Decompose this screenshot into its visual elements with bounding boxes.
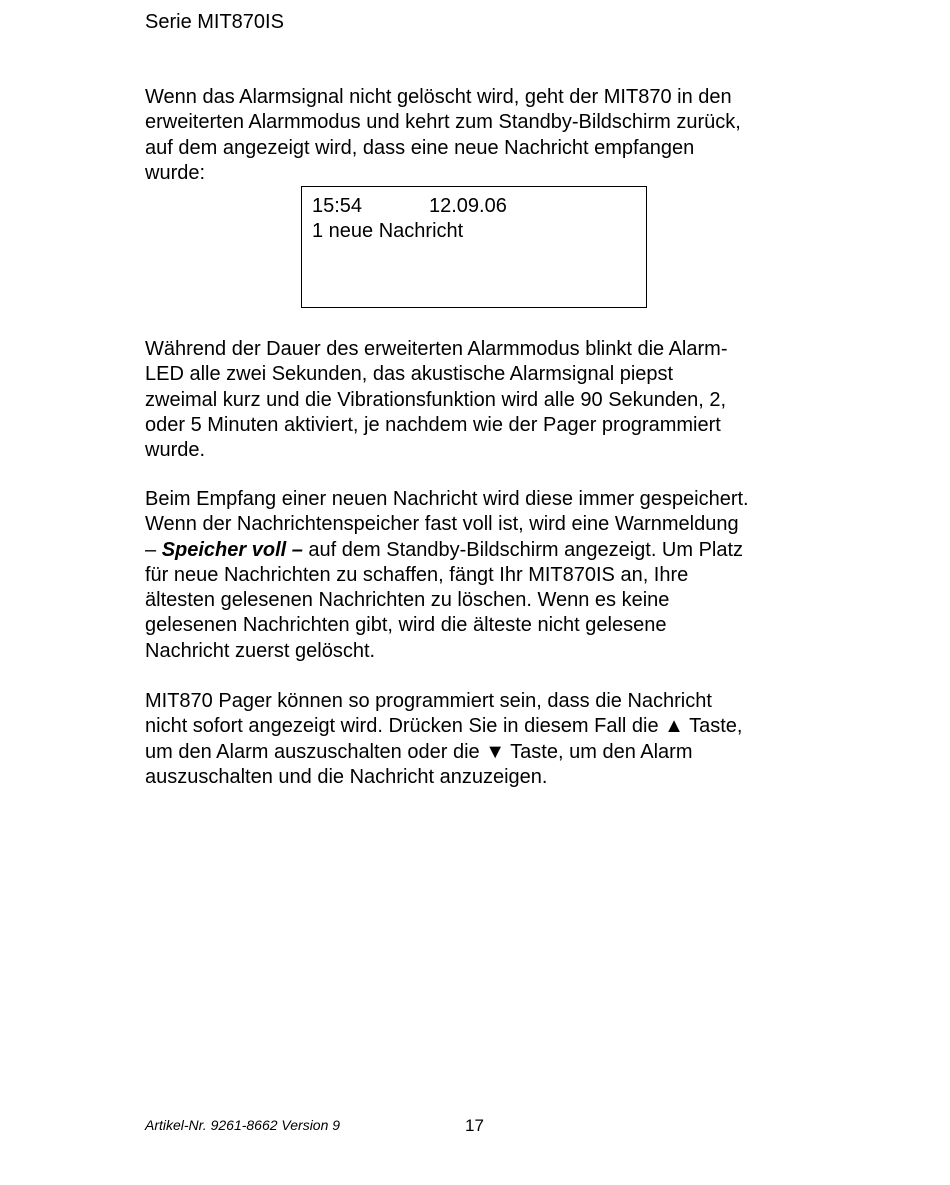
footer-page-number: 17: [465, 1116, 484, 1135]
dash-text: –: [145, 538, 162, 561]
text-line: auszuschalten und die Nachricht anzuzeigen.: [145, 765, 548, 788]
text-line: erweiterten Alarmmodus und kehrt zum Standby-Bildschirm zurück,: [145, 111, 741, 134]
text-line: Während der Dauer des erweiterten Alarmmodus blinkt die Alarm-: [145, 338, 728, 360]
text-segment: auf dem Standby-Bildschirm angezeigt. Um Platz: [302, 538, 744, 561]
text-line: [145, 538, 825, 563]
page-header-title: Serie MIT870IS: [145, 11, 284, 33]
text-line: Nachricht zuerst gelöscht.: [145, 639, 376, 662]
paragraph-extended-alarm: [145, 337, 825, 463]
text-line: gelesenen Nachrichten gibt, wird die älteste nicht gelesene: [145, 614, 667, 637]
paragraph-alarm-mode: [145, 85, 825, 186]
memory-full-warning-text: Speicher voll –: [161, 538, 303, 561]
footer-article-number: Artikel-Nr. 9261-8662 Version 9: [145, 1117, 341, 1133]
text-line: Beim Empfang einer neuen Nachricht wird diese immer gespeichert.: [145, 488, 749, 510]
text-line: um den Alarm auszuschalten oder die ▼ Taste, um den Alarm: [145, 740, 693, 763]
text-line: Wenn der Nachrichtenspeicher fast voll ist, wird eine Warnmeldung: [145, 513, 739, 536]
paragraph-memory-full: [145, 487, 825, 664]
text-line: für neue Nachrichten zu schaffen, fängt Ihr MIT870IS an, Ihre: [145, 563, 689, 586]
text-line: MIT870 Pager können so programmiert sein, dass die Nachricht: [145, 690, 712, 712]
text-line: Wenn das Alarmsignal nicht gelöscht wird, geht der MIT870 in den: [145, 86, 732, 108]
display-time: 15:54: [312, 195, 363, 217]
pager-display-screen: [301, 186, 647, 308]
text-line: LED alle zwei Sekunden, das akustische Alarmsignal piepst: [145, 363, 674, 386]
text-line: ältesten gelesenen Nachrichten zu löschen. Wenn es keine: [145, 589, 670, 612]
text-line: auf dem angezeigt wird, dass eine neue Nachricht empfangen: [145, 136, 695, 159]
text-line: oder 5 Minuten aktiviert, je nachdem wie der Pager programmiert: [145, 413, 721, 436]
display-date: 12.09.06: [429, 195, 507, 217]
paragraph-pager-buttons: [145, 689, 825, 790]
text-line: zweimal kurz und die Vibrationsfunktion wird alle 90 Sekunden, 2,: [145, 388, 727, 411]
text-line: nicht sofort angezeigt wird. Drücken Sie in diesem Fall die ▲ Taste,: [145, 715, 743, 738]
display-message: 1 neue Nachricht: [312, 220, 464, 242]
text-line: wurde:: [145, 161, 206, 184]
text-line: wurde.: [145, 439, 206, 462]
